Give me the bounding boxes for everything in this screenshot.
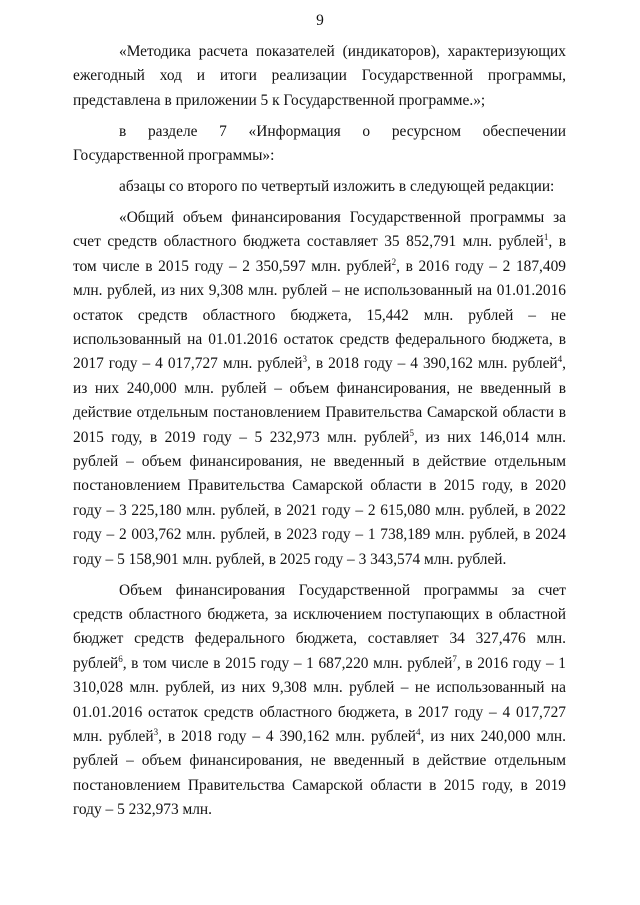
text-segment: , из них 146,014 млн. рублей – объем финансирования, не введенный в действие отдельным постановлением Правительства Самарской области в 2015 году, в 2020 году – 3 225,180 млн. рублей, в 2021 году – 2 615,080 млн. рублей, в 2022 году – 2 003,762 млн. рублей, в 2023 году – 1 738,189 млн. рублей, в 2024 году – 5 158,901 млн. рублей, в 2025 году – 3 343,574 млн. рублей. bbox=[73, 428, 566, 568]
text-segment: , из них 240,000 млн. рублей – объем финансирования, не введенный в действие отдельным постановлением Правительства Самарской области в 2015 году, в 2019 году – 5 232,973 млн. bbox=[73, 727, 567, 819]
text-segment: Объем финансирования Государственной программы за счет средств областного бюджета, за исключением поступающих в областной бюджет средств федерального бюджета, составляет 34 327,476 млн. рублей bbox=[73, 581, 566, 672]
footnote-marker: 2 bbox=[391, 256, 397, 267]
text-segment: , в 2018 году – 4 390,162 млн. рублей bbox=[158, 727, 417, 745]
page-number: 9 bbox=[316, 12, 324, 29]
methodology-paragraph bbox=[73, 40, 566, 113]
text-segment: , из них 240,000 млн. рублей – объем финансирования, не введенный в действие отдельным постановлением Правительства Самарской области в 2015 году, в 2019 году – 5 232,973 млн. рублей bbox=[73, 355, 567, 446]
amendment-instruction-paragraph bbox=[73, 175, 566, 199]
text-segment: абзацы со второго по четвертый изложить в следующей редакции: bbox=[119, 178, 555, 196]
footnote-marker: 4 bbox=[557, 354, 563, 365]
text-segment: , в 2018 году – 4 390,162 млн. рублей bbox=[307, 355, 558, 373]
document-body bbox=[73, 40, 566, 829]
text-segment: , в 2016 году – 1 310,028 млн. рублей, из них 9,308 млн. рублей – не использованный на 01.01.2016 остаток средств областного бюджета, в 2017 году – 4 017,727 млн. рублей bbox=[73, 654, 566, 745]
footnote-marker: 1 bbox=[543, 232, 549, 243]
text-segment: , в 2016 году – 2 187,409 млн. рублей, из них 9,308 млн. рублей – не использованный на 01.01.2016 остаток средств областного бюджета, 15,442 млн. рублей – не использованный на 01.01.2016 остаток средств федерального бюджета, в 2017 году – 4 017,727 млн. рублей bbox=[73, 257, 566, 373]
total-funding-paragraph bbox=[73, 206, 566, 572]
footnote-marker: 3 bbox=[153, 726, 159, 737]
section-7-paragraph bbox=[73, 120, 566, 169]
regional-funding-paragraph bbox=[73, 579, 566, 823]
footnote-marker: 3 bbox=[302, 354, 308, 365]
footnote-marker: 5 bbox=[409, 427, 414, 438]
footnote-marker: 6 bbox=[118, 653, 123, 664]
footnote-marker: 4 bbox=[416, 726, 421, 737]
text-segment: «Методика расчета показателей (индикаторов), характеризующих ежегодный ход и итоги реализации Государственной программы, представлена в приложении 5 к Государственной программе.»; bbox=[73, 43, 566, 109]
text-segment: , в том числе в 2015 году – 2 350,597 млн. рублей bbox=[73, 233, 566, 275]
text-segment: «Общий объем финансирования Государственной программы за счет средств областного бюджета составляет 35 852,791 млн. рублей bbox=[73, 208, 566, 251]
footnote-marker: 7 bbox=[452, 653, 457, 664]
text-segment: , в том числе в 2015 году – 1 687,220 млн. рублей bbox=[122, 654, 453, 672]
text-segment: в разделе 7 «Информация о ресурсном обеспечении Государственной программы»: bbox=[73, 122, 566, 165]
